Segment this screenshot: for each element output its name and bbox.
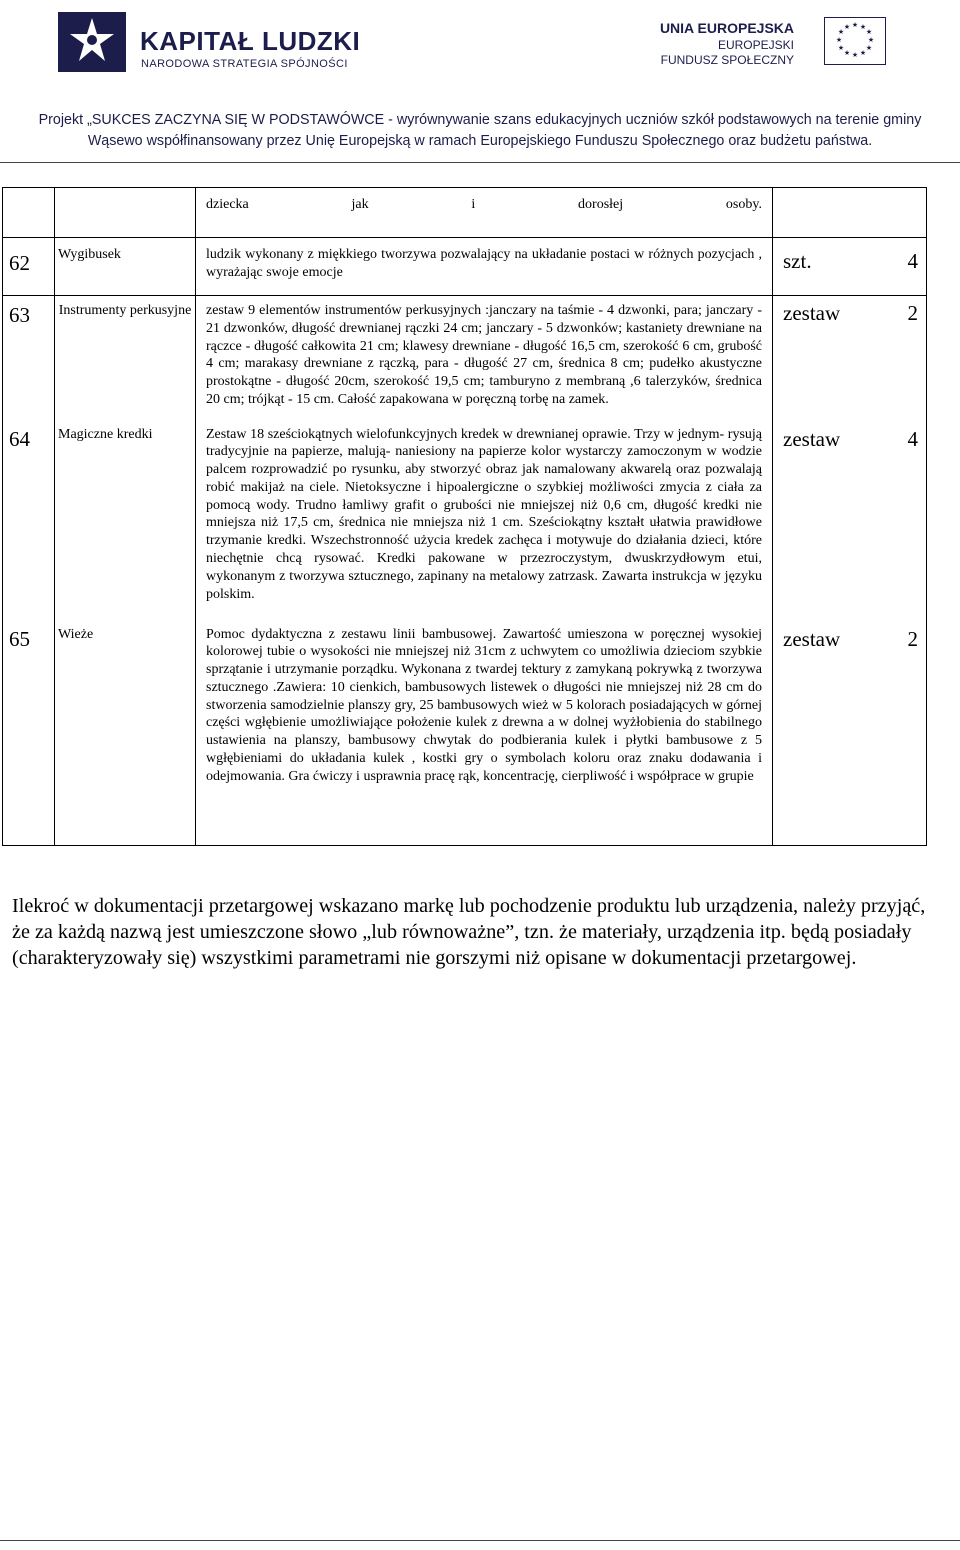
eu-logo-line1: UNIA EUROPEJSKA xyxy=(659,20,794,36)
row-quantity xyxy=(773,238,927,296)
row-count: 4 xyxy=(907,426,918,451)
row-description: ludzik wykonany z miękkiego tworzywa pozwalający na układanie postaci w różnych pozycjach , wyrażając swoje emocje xyxy=(196,238,773,296)
project-description xyxy=(0,110,960,152)
cell-qty xyxy=(773,188,927,238)
svg-text:★: ★ xyxy=(859,49,867,57)
table-row xyxy=(3,238,927,296)
svg-text:★: ★ xyxy=(867,36,875,44)
cell-desc xyxy=(196,188,773,238)
svg-text:★: ★ xyxy=(837,44,845,52)
row-count: 4 xyxy=(907,249,918,273)
table-row-continuation xyxy=(3,188,927,238)
row-number: 64 xyxy=(3,426,55,626)
table-row xyxy=(3,296,927,426)
continuation-word: dorosłej xyxy=(578,197,624,212)
kapital-ludzki-logo xyxy=(58,12,388,72)
row-count: 2 xyxy=(907,301,918,325)
row-name: Magiczne kredki xyxy=(55,426,196,626)
row-name: Wieże xyxy=(55,626,196,846)
logo-title: KAPITAŁ LUDZKI xyxy=(140,26,361,56)
svg-text:★: ★ xyxy=(843,49,851,57)
footer-note: Ilekroć w dokumentacji przetargowej wskazano markę lub pochodzenie produktu lub urządzenia, należy przyjąć, że za każdą nazwą jest umieszczone słowo „lub równoważne”, tzn. że materiały, urządzenia itp. będą posiadały (charakteryzowały się) wszystkimi parametrami nie gorszymi niż opisane w dokumentacji przetargowej. xyxy=(12,895,926,969)
svg-text:★: ★ xyxy=(865,28,873,36)
row-count: 2 xyxy=(907,626,918,651)
cell-name xyxy=(55,188,196,238)
row-description: zestaw 9 elementów instrumentów perkusyjnych :janczary na taśmie - 4 dzwonki, para; janczary - 21 dzwonków, długość drewnianej rączki 24 cm; janczary - 5 dzwonków; kastaniety drewniane na rączce - długość całkowita 21 cm; klawesy drewniane - długość 16,5 cm, szerokość 6 cm, grubość 4 cm; marakasy drewniane z rączką, para - długość 27 cm, średnica 8 cm; pudełko akustyczne prostokątne - długość 20cm, szerokość 19,5 cm; tamburyno z membraną ,6 talerzyków, średnica 20 cm; trójkąt - 15 cm. Całość zapakowana w poręczną torbę na zamek. xyxy=(196,296,773,426)
svg-text:★: ★ xyxy=(837,28,845,36)
row-description: Pomoc dydaktyczna z zestawu linii bambusowej. Zawartość umieszona w poręcznej wysokiej kolorowej tubie o wysokości nie mniejszej niż 31cm z uchwytem co umożliwia dzieciom szybkie sprzątanie i utrzymanie porządku. Wykonana z twardej tektury z zamykaną pokrywką z tworzywa sztucznego .Zawiera: 10 cienkich, bambusowych listewek o długości nie mniejszej niż 28 cm do stworzenia samodzielnie planszy gry, 25 bambusowych wież w 5 kolorach posiadających w górnej części wgłębienie umożliwiające położenie kulek z drewna a w dolnej wyżłobienia do stabilnego ustawienia na planszy, bambusowy chwytak do podbierania kulek i płytki bambusowe z 5 wgłębieniami do układania kulek , kostki gry o symbolach koloru oraz znaku dodawania i odejmowania. Gra ćwiczy i usprawnia pracę rąk, koncentrację, cierpliwość i współprace w grupie xyxy=(196,626,773,846)
row-quantity xyxy=(773,626,927,846)
project-line-2: Wąsewo współfinansowany przez Unię Europejską w ramach Europejskiego Funduszu Społecznego oraz budżetu państwa. xyxy=(87,133,873,149)
row-unit: szt. xyxy=(783,249,812,273)
cell-no xyxy=(3,188,55,238)
svg-text:★: ★ xyxy=(851,21,859,29)
continuation-word: dziecka xyxy=(206,197,249,212)
footer-divider xyxy=(0,1540,960,1541)
items-table xyxy=(2,187,926,846)
svg-text:★: ★ xyxy=(859,23,867,31)
row-number: 65 xyxy=(3,626,55,846)
eu-fund-logo xyxy=(659,20,902,80)
kapital-ludzki-star-icon xyxy=(58,12,126,72)
header-divider xyxy=(0,162,960,163)
svg-text:★: ★ xyxy=(865,44,873,52)
table-row xyxy=(3,426,927,626)
row-quantity xyxy=(773,426,927,626)
page-header xyxy=(0,0,960,165)
continuation-word: i xyxy=(471,197,476,212)
svg-text:★: ★ xyxy=(835,36,843,44)
svg-text:★: ★ xyxy=(843,23,851,31)
table-row xyxy=(3,626,927,846)
row-quantity xyxy=(773,296,927,426)
row-description: Zestaw 18 sześciokątnych wielofunkcyjnych kredek w drewnianej oprawie. Trzy w jednym- rysują tradycyjnie na papierze, malują- naniesiony na papierze kolor wystarczy zamoczonym w wodzie palcem rozprowadzić po rysunku, aby stworzyć obraz jak namalowany akwarelą oraz pozwalają robić makijaż na ciele. Nietoksyczne i hipoalergiczne o szybkiej możliwości zmycia z ciała za pomocą wody. Trudno łamliwy grafit o grubości nie mniejszej niż 0,6 cm, długość kredki nie mniejsza niż 17,5 cm, średnica nie mniejsza niż 1 cm. Sześciokątny kształt ułatwia prawidłowe trzymanie kredki. Wszechstronność użycia kredek zachęca i motywuje do działania dzieci, które niechętnie chcą rysować. Kredki pakowane w przezroczystym, dwuskrzydłowym etui, wykonanym z tworzywa sztucznego, zapinany na metalowy zatrzask. Zawarta instrukcja w języku polskim. xyxy=(196,426,773,626)
row-unit: zestaw xyxy=(783,301,841,325)
row-unit: zestaw xyxy=(783,626,841,651)
eu-flag-icon xyxy=(824,17,886,65)
row-name: Instrumenty perkusyjne xyxy=(55,296,196,426)
continuation-word: jak xyxy=(351,197,369,212)
logo-subtitle: NARODOWA STRATEGIA SPÓJNOŚCI xyxy=(141,58,348,70)
eu-logo-line3: FUNDUSZ SPOŁECZNY xyxy=(660,53,794,67)
row-number: 63 xyxy=(3,296,55,426)
row-unit: zestaw xyxy=(783,426,841,451)
eu-logo-line2: EUROPEJSKI xyxy=(717,38,794,52)
svg-text:★: ★ xyxy=(851,51,859,59)
row-name: Wygibusek xyxy=(55,238,196,296)
continuation-word: osoby. xyxy=(725,197,762,212)
project-line-1: Projekt „SUKCES ZACZYNA SIĘ W PODSTAWÓWCE - wyrównywanie szans edukacyjnych uczniów szkół podstawowych na terenie gminy xyxy=(38,112,922,128)
row-number: 62 xyxy=(3,238,55,296)
